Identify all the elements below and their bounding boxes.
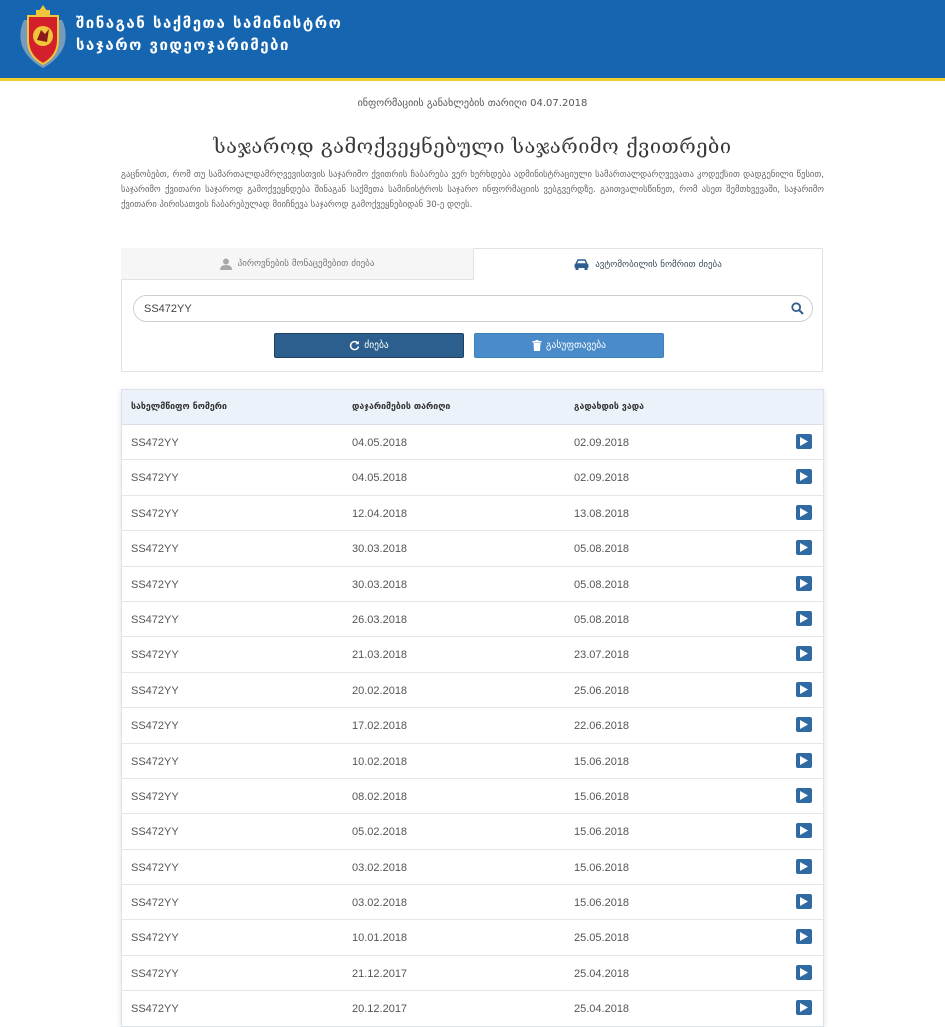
- table-row[interactable]: [122, 956, 823, 991]
- view-receipt-button[interactable]: [796, 540, 812, 555]
- table-row[interactable]: [122, 425, 823, 460]
- search-button-label: ძიება: [364, 340, 389, 351]
- cell-registration-date: 30.03.2018: [352, 578, 408, 591]
- cell-registration-date: 21.03.2018: [352, 649, 408, 662]
- site-title-line2: საჯარო ვიდეოჯარიმები: [76, 36, 290, 54]
- table-row[interactable]: [122, 991, 823, 1025]
- play-icon: [800, 756, 808, 765]
- cell-registration-date: 21.12.2017: [352, 967, 408, 980]
- cell-registration-date: 26.03.2018: [352, 613, 408, 626]
- cell-registration-date: 10.02.2018: [352, 755, 408, 768]
- plate-search-box: [133, 295, 813, 322]
- cell-plate: SS472YY: [131, 967, 179, 980]
- view-receipt-button[interactable]: [796, 505, 812, 520]
- cell-due-date: 13.08.2018: [574, 507, 630, 520]
- view-receipt-button[interactable]: [796, 929, 812, 944]
- cell-due-date: 05.08.2018: [574, 543, 630, 556]
- cell-registration-date: 30.03.2018: [352, 543, 408, 556]
- play-icon: [800, 437, 808, 446]
- header-plate: სახელმწიფო ნომერი: [131, 402, 227, 412]
- table-row[interactable]: [122, 567, 823, 602]
- user-icon: [220, 258, 232, 270]
- view-receipt-button[interactable]: [796, 753, 812, 768]
- search-button[interactable]: [274, 333, 464, 358]
- tab-person-label: პიროვნების მონაცემებით ძიება: [237, 258, 375, 269]
- table-row[interactable]: [122, 531, 823, 566]
- cell-due-date: 02.09.2018: [574, 437, 630, 449]
- cell-plate: SS472YY: [131, 507, 179, 520]
- play-icon: [800, 579, 808, 588]
- cell-plate: SS472YY: [131, 437, 179, 449]
- play-icon: [800, 791, 808, 800]
- cell-plate: SS472YY: [131, 472, 179, 485]
- view-receipt-button[interactable]: [796, 894, 812, 909]
- cell-registration-date: 04.05.2018: [352, 472, 408, 485]
- cell-plate: SS472YY: [131, 1003, 179, 1016]
- cell-due-date: 02.09.2018: [574, 472, 630, 485]
- cell-due-date: 15.06.2018: [574, 897, 630, 910]
- table-row[interactable]: [122, 673, 823, 708]
- site-header: [0, 0, 945, 81]
- table-header: [122, 390, 823, 425]
- clear-button-label: გასუფთავება: [546, 340, 606, 351]
- cell-plate: SS472YY: [131, 613, 179, 626]
- play-icon: [800, 932, 808, 941]
- cell-due-date: 25.06.2018: [574, 684, 630, 697]
- intro-text: გაცნობებთ, რომ თუ სამართალდამრღვევისთვის საჯარიმო ქვითრის ჩაბარება ვერ ხერხდება ადმინისტრაციული სამართალდარღვევათა კოდექსით დადგენილი წესით, საჯარიმო ქვითარი საჯაროდ გამოქვეყნდება შინაგან საქმეთა სამინისტროს საჯარო ინფორმაციის ვებგვერდზე. გაითვალისწინეთ, რომ ასეთ შემთხვევაში, საჯარიმო ქვითარი პირისათვის ჩაბარებულად მიიჩნევა საჯაროდ გამოქვეყნებიდან 30-ე დღეს.: [121, 170, 824, 210]
- cell-plate: SS472YY: [131, 720, 179, 733]
- cell-plate: SS472YY: [131, 684, 179, 697]
- results-table: [121, 389, 824, 1027]
- car-icon: [574, 259, 589, 270]
- table-row[interactable]: [122, 814, 823, 849]
- table-row[interactable]: [122, 602, 823, 637]
- cell-registration-date: 10.01.2018: [352, 932, 408, 945]
- refresh-icon: [349, 340, 360, 351]
- table-row[interactable]: [122, 744, 823, 779]
- cell-due-date: 25.04.2018: [574, 967, 630, 980]
- play-icon: [800, 968, 808, 977]
- clear-button[interactable]: [474, 333, 664, 358]
- table-row[interactable]: [122, 496, 823, 531]
- table-body: [122, 425, 823, 1026]
- page-title: საჯაროდ გამოქვეყნებული საჯარიმო ქვითრები: [213, 134, 732, 158]
- view-receipt-button[interactable]: [796, 469, 812, 484]
- table-row[interactable]: [122, 460, 823, 495]
- table-row[interactable]: [122, 920, 823, 955]
- cell-plate: SS472YY: [131, 649, 179, 662]
- cell-plate: SS472YY: [131, 578, 179, 591]
- cell-registration-date: 12.04.2018: [352, 507, 408, 520]
- header-due-date: გადახდის ვადა: [574, 402, 644, 412]
- play-icon: [800, 862, 808, 871]
- search-icon[interactable]: [791, 302, 804, 315]
- play-icon: [800, 649, 808, 658]
- cell-due-date: 23.07.2018: [574, 649, 630, 662]
- cell-due-date: 25.05.2018: [574, 932, 630, 945]
- play-icon: [800, 614, 808, 623]
- table-row[interactable]: [122, 637, 823, 672]
- play-icon: [800, 508, 808, 517]
- cell-registration-date: 17.02.2018: [352, 720, 408, 733]
- site-title-line1: შინაგან საქმეთა სამინისტრო: [76, 14, 343, 32]
- cell-plate: SS472YY: [131, 826, 179, 839]
- update-date: ინფორმაციის განახლების თარიღი 04.07.2018: [357, 98, 588, 109]
- cell-due-date: 15.06.2018: [574, 826, 630, 839]
- cell-due-date: 22.06.2018: [574, 720, 630, 733]
- cell-plate: SS472YY: [131, 897, 179, 910]
- tab-vehicle-search[interactable]: [473, 248, 823, 280]
- cell-registration-date: 08.02.2018: [352, 790, 408, 803]
- play-icon: [800, 472, 808, 481]
- cell-due-date: 15.06.2018: [574, 861, 630, 874]
- cell-due-date: 25.04.2018: [574, 1003, 630, 1016]
- table-row[interactable]: [122, 708, 823, 743]
- cell-plate: SS472YY: [131, 755, 179, 768]
- cell-registration-date: 03.02.2018: [352, 897, 408, 910]
- view-receipt-button[interactable]: [796, 823, 812, 838]
- view-receipt-button[interactable]: [796, 1000, 812, 1015]
- play-icon: [800, 826, 808, 835]
- cell-registration-date: 20.02.2018: [352, 684, 408, 697]
- cell-registration-date: 04.05.2018: [352, 437, 408, 449]
- view-receipt-button[interactable]: [796, 788, 812, 803]
- play-icon: [800, 897, 808, 906]
- site-title[interactable]: [76, 12, 342, 56]
- cell-registration-date: 03.02.2018: [352, 861, 408, 874]
- table-row[interactable]: [122, 850, 823, 885]
- table-row[interactable]: [122, 885, 823, 920]
- ministry-coat-of-arms-icon[interactable]: [14, 2, 72, 72]
- cell-registration-date: 20.12.2017: [352, 1003, 408, 1016]
- play-icon: [800, 685, 808, 694]
- cell-plate: SS472YY: [131, 932, 179, 945]
- header-registration-date: დაჯარიმების თარიღი: [352, 402, 451, 412]
- view-receipt-button[interactable]: [796, 611, 812, 626]
- table-row[interactable]: [122, 779, 823, 814]
- view-receipt-button[interactable]: [796, 576, 812, 591]
- cell-plate: SS472YY: [131, 861, 179, 874]
- plate-search-input[interactable]: [144, 299, 784, 318]
- play-icon: [800, 543, 808, 552]
- view-receipt-button[interactable]: [796, 646, 812, 661]
- cell-due-date: 05.08.2018: [574, 613, 630, 626]
- cell-due-date: 05.08.2018: [574, 578, 630, 591]
- tab-vehicle-label: ავტომობილის ნომრით ძიება: [595, 259, 722, 270]
- cell-plate: SS472YY: [131, 790, 179, 803]
- view-receipt-button[interactable]: [796, 434, 812, 449]
- cell-due-date: 15.06.2018: [574, 790, 630, 803]
- tab-person-search[interactable]: [121, 248, 473, 280]
- view-receipt-button[interactable]: [796, 717, 812, 732]
- play-icon: [800, 1003, 808, 1012]
- cell-registration-date: 05.02.2018: [352, 826, 408, 839]
- view-receipt-button[interactable]: [796, 965, 812, 980]
- view-receipt-button[interactable]: [796, 859, 812, 874]
- cell-plate: SS472YY: [131, 543, 179, 556]
- trash-icon: [532, 340, 542, 351]
- cell-due-date: 15.06.2018: [574, 755, 630, 768]
- play-icon: [800, 720, 808, 729]
- view-receipt-button[interactable]: [796, 682, 812, 697]
